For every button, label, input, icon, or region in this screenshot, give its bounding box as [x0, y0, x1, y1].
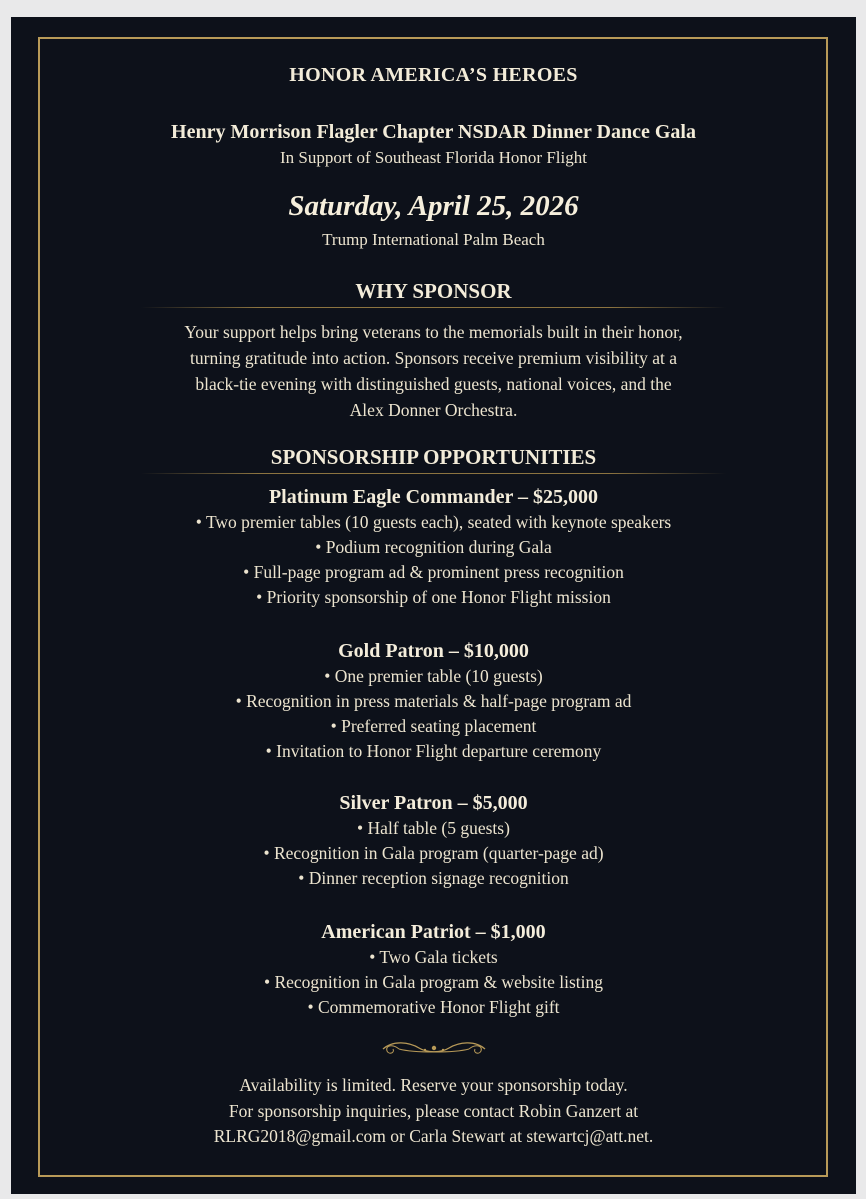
event-date: Saturday, April 25, 2026: [288, 190, 579, 222]
footer-line: RLRG2018@gmail.com or Carla Stewart at stewartcj@att.net.: [213, 1126, 654, 1146]
tier-benefit: • Half table (5 guests): [357, 818, 510, 838]
footer-line: Availability is limited. Reserve your sponsorship today.: [239, 1075, 628, 1095]
tier-american-patriot: [11, 920, 856, 1020]
tier-benefit: • Preferred seating placement: [330, 716, 537, 736]
tier-benefit: • Two Gala tickets: [369, 947, 498, 967]
tier-benefit: • Invitation to Honor Flight departure ceremony: [265, 741, 602, 761]
paragraph-line: black-tie evening with distinguished guests, national voices, and the: [195, 374, 672, 394]
tier-platinum: [11, 485, 856, 610]
tier-benefit: • Podium recognition during Gala: [315, 537, 552, 557]
why-sponsor-paragraph: [11, 319, 856, 423]
tier-benefit: • Dinner reception signage recognition: [298, 868, 569, 888]
event-venue: Trump International Palm Beach: [322, 230, 545, 249]
tier-benefit: • Full-page program ad & prominent press recognition: [243, 562, 624, 582]
flyer-title: HONOR AMERICA’S HEROES: [289, 64, 578, 86]
contact-footer: [11, 1073, 856, 1150]
tier-benefit: • Recognition in press materials & half-page program ad: [235, 691, 632, 711]
tier-gold: [11, 639, 856, 764]
tier-benefit: • Recognition in Gala program & website listing: [263, 972, 604, 992]
tier-benefit: • Two premier tables (10 guests each), seated with keynote speakers: [195, 512, 672, 532]
sponsorship-opportunities-heading: SPONSORSHIP OPPORTUNITIES: [270, 445, 597, 469]
paragraph-line: Your support helps bring veterans to the memorials built in their honor,: [184, 322, 683, 342]
tier-title: Gold Patron – $10,000: [338, 640, 529, 662]
gala-name: Henry Morrison Flagler Chapter NSDAR Dinner Dance Gala: [171, 121, 696, 143]
support-line: In Support of Southeast Florida Honor Flight: [280, 148, 587, 167]
tier-title: Platinum Eagle Commander – $25,000: [268, 486, 599, 508]
paragraph-line: turning gratitude into action. Sponsors receive premium visibility at a: [190, 348, 677, 368]
footer-line: For sponsorship inquiries, please contact Robin Ganzert at: [228, 1100, 639, 1121]
tier-benefit: • Commemorative Honor Flight gift: [307, 997, 560, 1017]
divider-rule: [141, 473, 726, 474]
paragraph-line: Alex Donner Orchestra.: [349, 400, 518, 420]
why-sponsor-heading: WHY SPONSOR: [355, 279, 512, 303]
gala-flyer-card: [11, 17, 856, 1194]
tier-title: Silver Patron – $5,000: [339, 792, 528, 814]
tier-benefit: • One premier table (10 guests): [324, 666, 543, 686]
tier-benefit: • Priority sponsorship of one Honor Flight mission: [256, 587, 611, 607]
tier-benefit: • Recognition in Gala program (quarter-page ad): [263, 843, 604, 863]
tier-title: American Patriot – $1,000: [321, 921, 546, 943]
divider-rule: [141, 307, 726, 308]
flourish-ornament-icon: [379, 1036, 489, 1060]
tier-silver: [11, 791, 856, 891]
